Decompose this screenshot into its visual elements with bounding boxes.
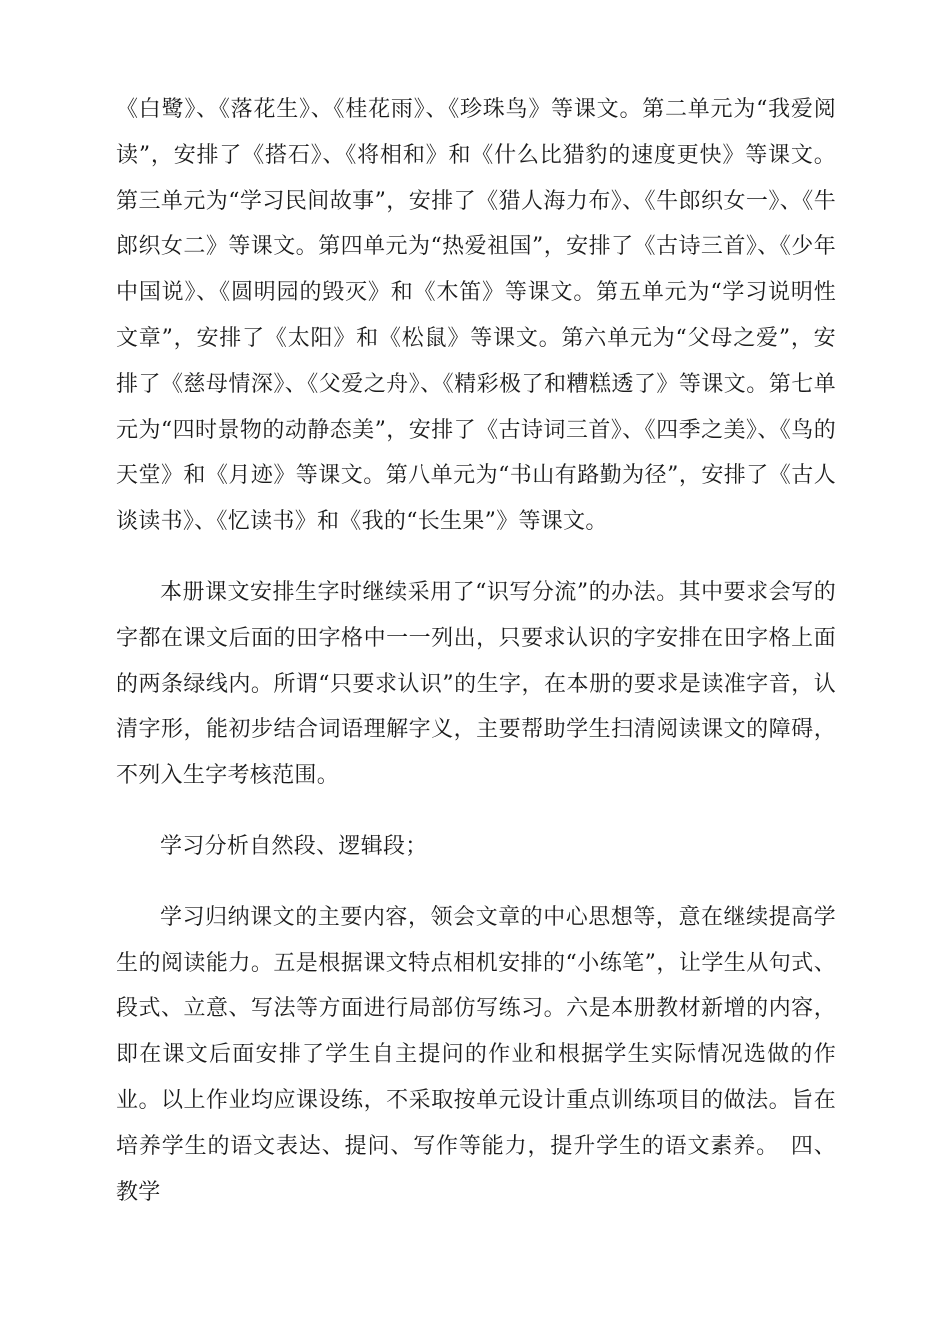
document-body bbox=[116, 87, 836, 1215]
paragraph-character-arrangement: 本册课文安排生字时继续采用了“识写分流”的办法。其中要求会写的字都在课文后面的田字格中一一列出，只要求认识的字安排在田字格上面的两条绿线内。所谓“只要求认识”的生字，在本册的要求是读准字音，认清字形，能初步结合词语理解字义，主要帮助学生扫清阅读课文的障碍，不列入生字考核范围。 bbox=[116, 579, 836, 789]
paragraph-reading-ability: 学习归纳课文的主要内容，领会文章的中心思想等，意在继续提高学生的阅读能力。五是根据课文特点相机安排的“小练笔”，让学生从句式、段式、立意、写法等方面进行局部仿写练习。六是本册教材新增的内容，即在课文后面安排了学生自主提问的作业和根据学生实际情况选做的作业。以上作业均应课设练，不采取按单元设计重点训练项目的做法。旨在培养学生的语文表达、提问、写作等能力，提升学生的语文素养。 四、教学 bbox=[116, 904, 836, 1205]
paragraph-unit-overview: 《白鹭》、《落花生》、《桂花雨》、《珍珠鸟》等课文。第二单元为“我爱阅读”，安排了《搭石》、《将相和》和《什么比猎豹的速度更快》等课文。第三单元为“学习民间故事”，安排了《猎人海力布》、《牛郎织女一》、《牛郎织女二》等课文。第四单元为“热爱祖国”，安排了《古诗三首》、《少年中国说》、《圆明园的毁灭》和《木笛》等课文。第五单元为“学习说明性文章”，安排了《太阳》和《松鼠》等课文。第六单元为“父母之爱”，安排了《慈母情深》、《父爱之舟》、《精彩极了和糟糕透了》等课文。第七单元为“四时景物的动静态美”，安排了《古诗词三首》、《四季之美》、《鸟的天堂》和《月迹》等课文。第八单元为“书山有路勤为径”，安排了《古人谈读书》、《忆读书》和《我的“长生果”》等课文。 bbox=[116, 97, 836, 535]
paragraph-analysis-goal: 学习分析自然段、逻辑段； bbox=[160, 833, 428, 859]
